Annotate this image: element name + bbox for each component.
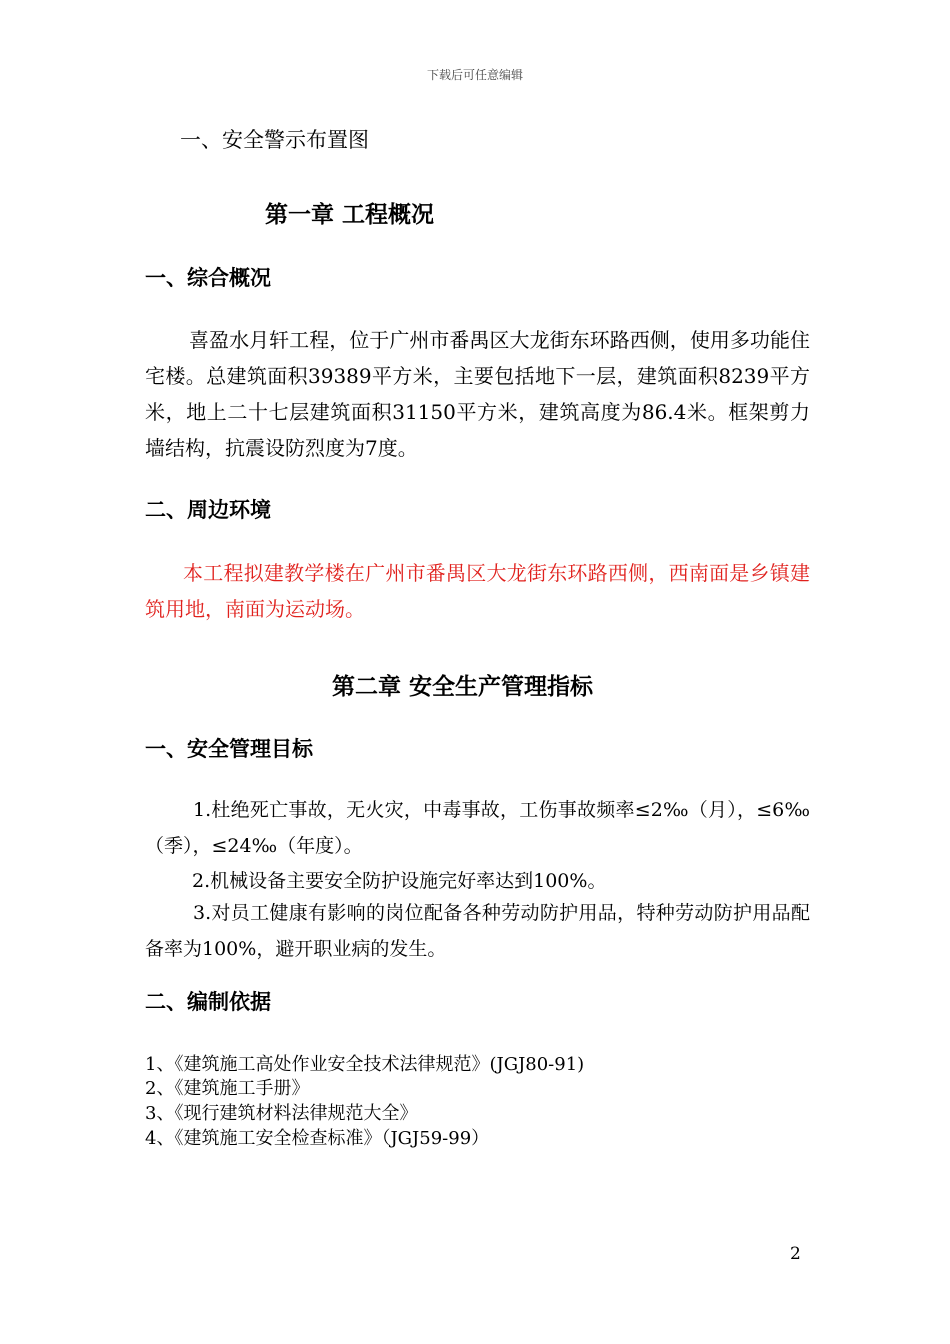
page-number: 2 <box>790 1244 801 1264</box>
section-safety-goals-title: 一、安全管理目标 <box>145 737 313 761</box>
section-overview-title: 一、综合概况 <box>145 266 271 290</box>
safety-target-2: 2.机械设备主要安全防护设施完好率达到100%。 <box>192 870 607 892</box>
safety-target-1: 1.杜绝死亡事故，无火灾，中毒事故，工伤事故频率≤2‰（月），≤6‰（季），≤24‰（年度）。 <box>145 799 810 857</box>
chapter-2-title: 第二章 安全生产管理指标 <box>332 674 594 700</box>
reference-item-3: 3、《现行建筑材料法律规范大全》 <box>145 1103 418 1124</box>
reference-item-4: 4、《建筑施工安全检查标准》（JGJ59-99） <box>145 1128 490 1149</box>
section-environment-body: 本工程拟建教学楼在广州市番禺区大龙街东环路西侧，西南面是乡镇建筑用地，南面为运动场。 <box>145 561 810 621</box>
section-overview-body: 喜盈水月轩工程，位于广州市番禺区大龙街东环路西侧，使用多功能住宅楼。总建筑面积39389平方米，主要包括地下一层，建筑面积8239平方米，地上二十七层建筑面积31150平方米，建筑高度为86.4米。框架剪力墙结构，抗震设防烈度为7度。 <box>145 328 810 460</box>
safety-target-3: 3.对员工健康有影响的岗位配备各种劳动防护用品，特种劳动防护用品配备率为100%，避开职业病的发生。 <box>145 902 810 960</box>
outline-item: 一、安全警示布置图 <box>180 128 369 152</box>
reference-item-2: 2、《建筑施工手册》 <box>145 1078 310 1099</box>
header-watermark: 下载后可任意编辑 <box>426 68 523 82</box>
section-basis-title: 二、编制依据 <box>145 990 271 1014</box>
reference-item-1: 1、《建筑施工高处作业安全技术法律规范》(JGJ80-91) <box>145 1054 585 1075</box>
section-environment-title: 二、周边环境 <box>145 498 271 522</box>
chapter-1-title: 第一章 工程概况 <box>265 202 435 228</box>
